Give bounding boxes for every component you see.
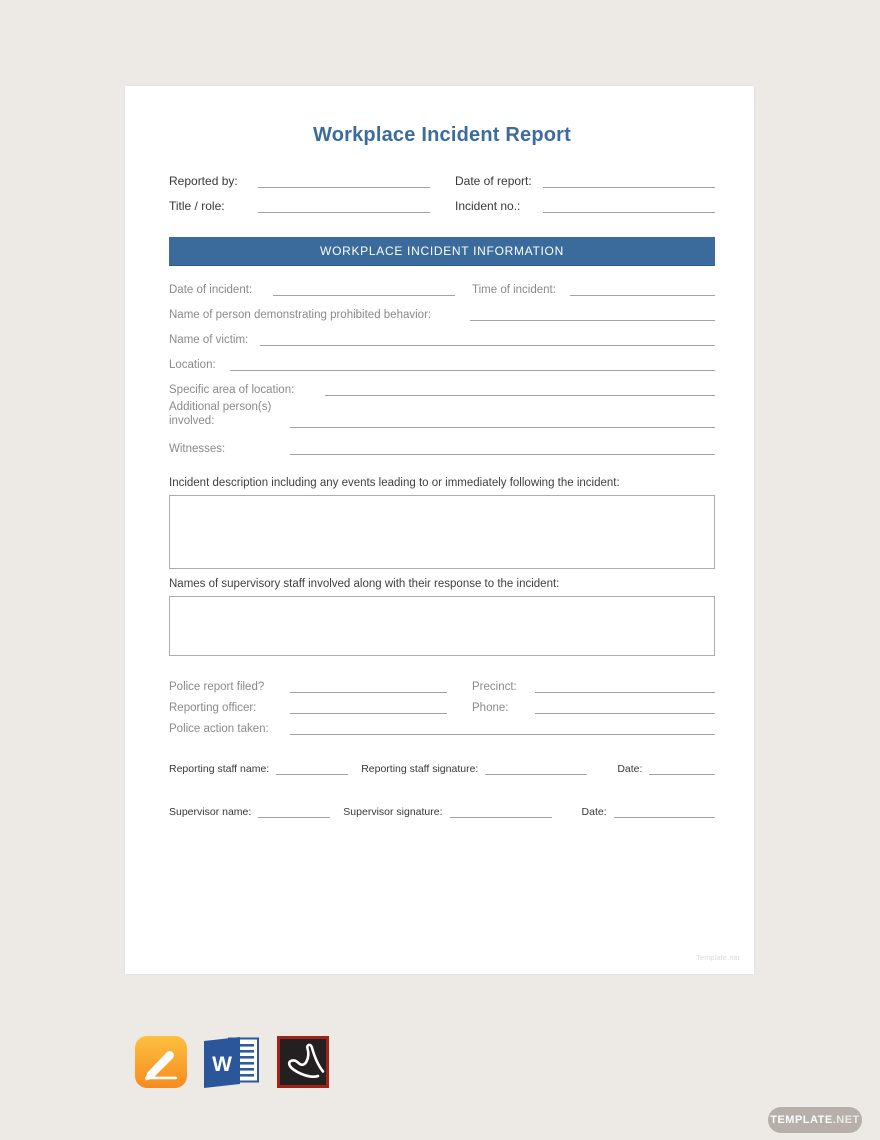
supervisory-staff-textarea[interactable] [169,596,715,656]
reporting-staff-signature-row [169,763,715,775]
svg-text:W: W [212,1053,232,1076]
supervisor-signature-input-line[interactable] [450,806,552,818]
police-report-filed-field [169,680,447,693]
page-watermark: Template.net [696,955,740,962]
prohibited-person-label: Name of person demonstrating prohibited behavior: [169,309,432,321]
precinct-label: Precinct: [472,681,517,693]
report-meta-section [169,172,715,213]
reporting-staff-signature-input-line[interactable] [485,763,587,775]
file-format-icons [135,1036,329,1088]
additional-persons-input-line[interactable] [290,415,715,428]
phone-label: Phone: [472,702,509,714]
reporting-date-label: Date: [617,763,643,775]
date-of-incident-field [169,283,455,296]
supervisor-signature-row [169,806,715,818]
reported-by-input-line[interactable] [258,175,430,188]
location-input-line[interactable] [230,358,715,371]
supervisor-date-label: Date: [581,806,607,818]
precinct-field [472,680,715,693]
prohibited-person-input-line[interactable] [470,308,715,321]
page-title: Workplace Incident Report [312,124,571,146]
witnesses-field [169,442,715,455]
incident-no-input-line[interactable] [543,200,715,213]
word-app-icon[interactable] [203,1036,263,1088]
document-content [125,86,754,818]
phone-field [472,701,715,714]
incident-description-textarea[interactable] [169,495,715,569]
reporting-date-input-line[interactable] [649,763,715,775]
date-of-report-input-line[interactable] [543,175,715,188]
date-of-report-label: Date of report: [455,174,532,188]
specific-area-input-line[interactable] [325,383,715,396]
incident-date-time-row [169,283,715,296]
pdf-app-icon[interactable] [277,1036,329,1088]
supervisor-name-label: Supervisor name: [169,806,252,818]
police-action-input-line[interactable] [290,722,715,735]
police-report-filed-label: Police report filed? [169,681,265,693]
precinct-input-line[interactable] [535,680,715,693]
police-action-label: Police action taken: [169,723,269,735]
supervisor-signature-label: Supervisor signature: [343,806,443,818]
badge-text-rest: .NET [832,1114,860,1126]
supervisory-staff-label: Names of supervisory staff involved along with their response to the incident: [169,578,560,590]
incident-no-label: Incident no.: [455,199,521,213]
prohibited-person-field [169,308,715,321]
police-report-filed-input-line[interactable] [290,680,447,693]
reported-by-field [169,172,430,188]
specific-area-field [169,383,715,396]
title-role-field [169,197,430,213]
date-of-incident-input-line[interactable] [273,283,455,296]
title-role-input-line[interactable] [258,200,430,213]
victim-label: Name of victim: [169,334,249,346]
time-of-incident-field [472,283,715,296]
reporting-officer-field [169,701,447,714]
reporting-officer-row [169,701,715,714]
section-header-banner: WORKPLACE INCIDENT INFORMATION [169,237,715,266]
victim-field [169,333,715,346]
template-net-badge [768,1107,862,1133]
reported-by-label: Reported by: [169,174,238,188]
additional-persons-label: Additional person(s) involved: [169,401,272,427]
pages-app-icon[interactable] [135,1036,187,1088]
phone-input-line[interactable] [535,701,715,714]
incident-description-label: Incident description including any events leading to or immediately following the incident: [169,477,620,489]
date-of-incident-label: Date of incident: [169,284,253,296]
location-field [169,358,715,371]
badge-text-bold: TEMPLATE [770,1114,833,1126]
incident-no-field [455,197,715,213]
police-action-field [169,722,715,735]
witnesses-label: Witnesses: [169,443,226,455]
additional-persons-field [169,400,715,428]
supervisor-date-input-line[interactable] [614,806,715,818]
supervisor-name-input-line[interactable] [258,806,330,818]
reporting-staff-signature-label: Reporting staff signature: [361,763,479,775]
specific-area-label: Specific area of location: [169,384,295,396]
title-role-label: Title / role: [169,199,225,213]
time-of-incident-label: Time of incident: [472,284,556,296]
document-page [125,86,754,974]
reporting-staff-name-input-line[interactable] [276,763,348,775]
time-of-incident-input-line[interactable] [570,283,715,296]
police-report-row [169,680,715,693]
date-of-report-field [455,172,715,188]
victim-input-line[interactable] [260,333,715,346]
reporting-officer-label: Reporting officer: [169,702,257,714]
location-label: Location: [169,359,216,371]
witnesses-input-line[interactable] [290,442,715,455]
reporting-staff-name-label: Reporting staff name: [169,763,270,775]
reporting-officer-input-line[interactable] [290,701,447,714]
